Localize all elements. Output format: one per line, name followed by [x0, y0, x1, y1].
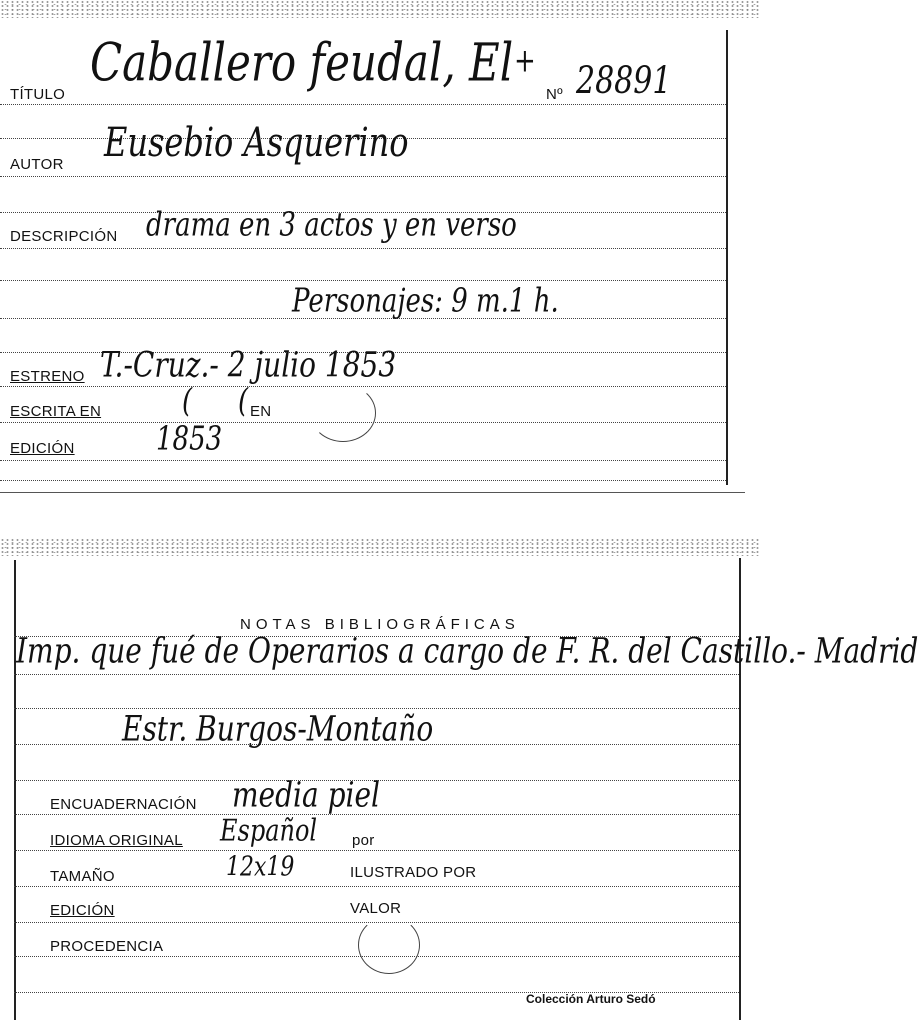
autor-value: Eusebio Asquerino	[104, 118, 409, 166]
ink-stamp	[358, 916, 420, 974]
notas-heading: NOTAS BIBLIOGRÁFICAS	[240, 616, 520, 633]
encuadernacion-value: media piel	[232, 773, 380, 815]
procedencia-label: PROCEDENCIA	[50, 938, 164, 955]
valor-label: VALOR	[350, 900, 402, 917]
por-label: por	[352, 832, 375, 849]
personajes-value: Personajes: 9 m.1 h.	[292, 282, 559, 320]
encuadernacion-label: ENCUADERNACIÓN	[50, 796, 197, 813]
nota-line-1: Imp. que fué de Operarios a cargo de F. R. del Castillo.- Madrid	[16, 629, 918, 671]
card-bottom-edge	[0, 492, 745, 493]
cross-mark: +	[514, 42, 536, 80]
descripcion-value: drama en 3 actos y en verso	[146, 206, 517, 244]
escrita-en-value: (	[182, 382, 193, 420]
autor-label: AUTOR	[10, 156, 64, 173]
idioma-label: IDIOMA ORIGINAL	[50, 832, 183, 849]
rule	[0, 248, 726, 249]
rule	[0, 104, 726, 105]
card-right-border	[739, 558, 741, 1020]
rule	[0, 460, 726, 461]
estreno-value: T.-Cruz.- 2 julio 1853	[100, 343, 397, 385]
estreno-label: ESTRENO	[10, 368, 85, 385]
ink-stamp	[310, 384, 376, 442]
nota-line-2: Estr. Burgos-Montaño	[122, 707, 434, 749]
titulo-value: Caballero feudal, El	[90, 31, 514, 93]
rule	[0, 176, 726, 177]
rule	[0, 386, 726, 387]
rule	[14, 850, 739, 851]
edicion-label: EDICIÓN	[10, 440, 75, 457]
ilustrado-label: ILUSTRADO POR	[350, 864, 477, 881]
title-card	[0, 0, 759, 500]
card-top-edge	[0, 538, 759, 556]
escrita-en-label: ESCRITA EN	[10, 403, 102, 420]
en-label: EN	[250, 403, 272, 420]
numero-value: 28891	[576, 59, 672, 103]
notes-card	[0, 538, 918, 1028]
edicion-value: 1853	[156, 420, 223, 458]
titulo-label: TÍTULO	[10, 86, 66, 103]
card-top-edge	[0, 0, 759, 18]
collection-footer: Colección Arturo Sedó	[526, 992, 656, 1006]
en-value: (	[238, 382, 249, 420]
edicion2-label: EDICIÓN	[50, 902, 115, 919]
idioma-value: Español	[220, 813, 318, 848]
rule	[14, 886, 739, 887]
descripcion-label: DESCRIPCIÓN	[10, 228, 118, 245]
tamano-label: TAMAÑO	[50, 868, 115, 885]
tamano-value: 12x19	[226, 851, 295, 883]
rule	[0, 280, 726, 281]
rule	[0, 480, 726, 481]
card-right-border	[726, 30, 728, 485]
numero-label: Nº	[546, 86, 563, 103]
rule	[14, 674, 739, 675]
